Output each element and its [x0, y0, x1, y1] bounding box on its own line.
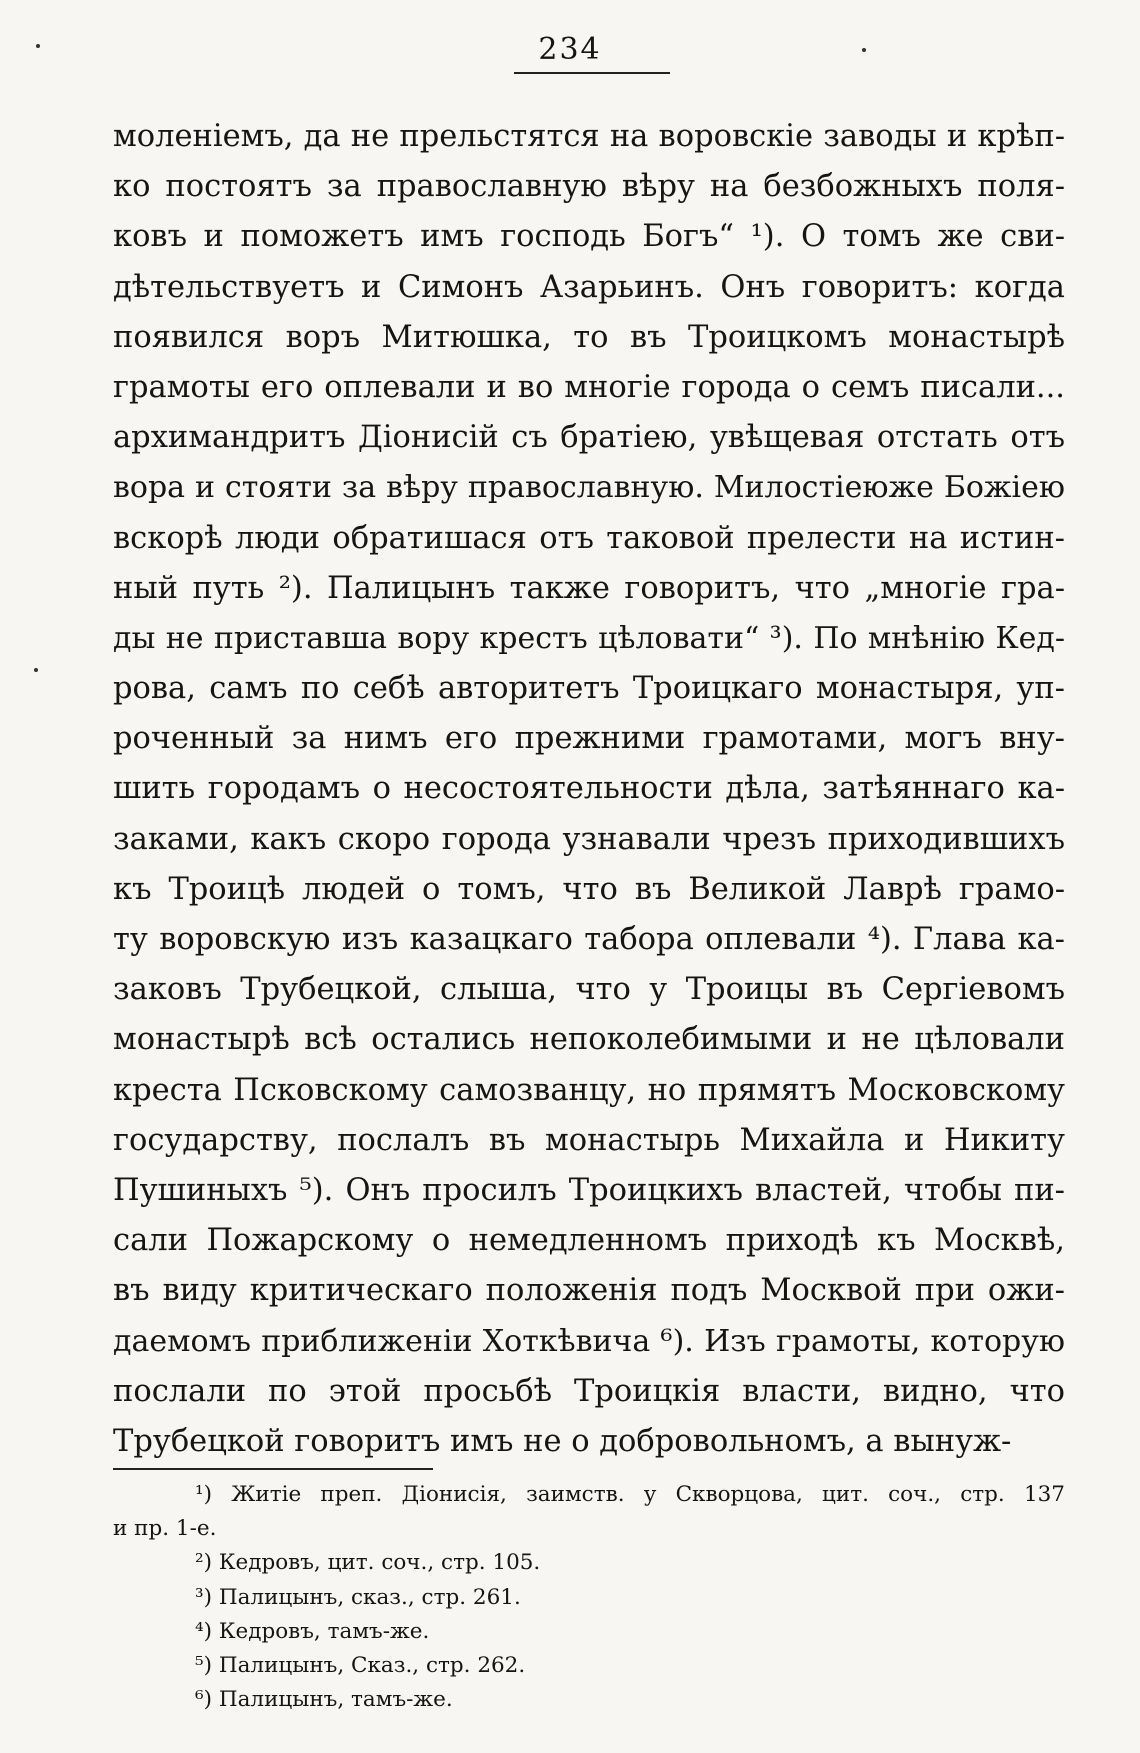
text-line: рова, самъ по себѣ авторитетъ Троицкаго монастыря, уп-	[113, 671, 1065, 707]
footnote: ²) Кедровъ, цит. соч., стр. 105.	[195, 1550, 541, 1576]
text-line: ту воровскую изъ казацкаго табора оплевали ⁴). Глава ка-	[113, 922, 1065, 957]
text-line: роченный за нимъ его прежними грамотами, могъ вну-	[113, 721, 1065, 757]
text-line: въ виду критическаго положенія подъ Москвой при ожи-	[113, 1273, 1065, 1309]
footnote: ⁵) Палицынъ, Сказ., стр. 262.	[195, 1653, 526, 1679]
page-number: 234	[538, 32, 602, 67]
footnotes	[113, 1478, 1065, 1717]
text-line: моленіемъ, да не прельстятся на воровскіе заводы и крѣп-	[113, 119, 1065, 154]
text-line: шить городамъ о несостоятельности дѣла, затѣяннаго ка-	[113, 771, 1065, 807]
text-line: монастырѣ всѣ остались непоколебимыми и не цѣловали	[113, 1022, 1065, 1058]
text-line: архимандритъ Діонисій съ братіею, увѣщевая отстать отъ	[113, 420, 1065, 456]
text-line: заковъ Трубецкой, слыша, что у Троицы въ Сергіевомъ	[113, 972, 1065, 1008]
footnote: ⁶) Палицынъ, тамъ-же.	[195, 1687, 453, 1713]
text-line: ды не приставша вору крестъ цѣловати“ ³). По мнѣнію Кед-	[113, 620, 1065, 656]
text-line: государству, послалъ въ монастырь Михайла и Никиту	[113, 1122, 1065, 1158]
footnote: ¹) Житіе преп. Діонисія, заимств. у Скворцова, цит. соч., стр. 137	[195, 1482, 1065, 1507]
text-line: креста Псковскому самозванцу, но прямятъ Московскому	[113, 1072, 1065, 1108]
footnote: ⁴) Кедровъ, тамъ-же.	[195, 1618, 430, 1644]
footnote: ³) Палицынъ, сказ., стр. 261.	[195, 1584, 521, 1610]
text-line: ный путь ²). Палицынъ также говоритъ, что „многіе гра-	[113, 570, 1065, 606]
text-line: вора и стояти за вѣру православную. Милостіеюже Божіею	[113, 470, 1065, 506]
text-line: ко постоятъ за православную вѣру на безбожныхъ поля-	[113, 169, 1065, 205]
text-line: Пушиныхъ ⁵). Онъ просилъ Троицкихъ властей, чтобы пи-	[113, 1172, 1065, 1208]
text-line: послали по этой просьбѣ Троицкія власти, видно, что	[113, 1373, 1065, 1409]
text-line: вскорѣ люди обратишася отъ таковой прелести на истин-	[113, 520, 1065, 556]
text-line: сали Пожарскому о немедленномъ приходѣ къ Москвѣ,	[113, 1223, 1065, 1259]
text-line: грамоты его оплевали и во многіе города о семъ писали...	[113, 369, 1065, 405]
text-line: заками, какъ скоро города узнавали чрезъ приходившихъ	[113, 821, 1065, 857]
text-line: дѣтельствуетъ и Симонъ Азарьинъ. Онъ говоритъ: когда	[113, 269, 1065, 305]
footnote-continuation: и пр. 1-е.	[113, 1516, 217, 1542]
text-line: даемомъ приближеніи Хоткѣвича ⁶). Изъ грамоты, которую	[113, 1323, 1065, 1359]
page-speck	[34, 668, 38, 672]
text-line: Трубецкой говоритъ имъ не о добровольномъ, а вынуж-	[113, 1423, 1012, 1459]
text-line: появился воръ Митюшка, то въ Троицкомъ монастырѣ	[113, 319, 1065, 355]
footnote-rule	[113, 1468, 433, 1470]
text-line: къ Троицѣ людей о томъ, что въ Великой Лаврѣ грамо-	[113, 871, 1065, 907]
body-text	[113, 112, 1065, 1467]
text-line: ковъ и поможетъ имъ господь Богъ“ ¹). О томъ же сви-	[113, 219, 1065, 255]
page-number-rule	[514, 72, 670, 74]
